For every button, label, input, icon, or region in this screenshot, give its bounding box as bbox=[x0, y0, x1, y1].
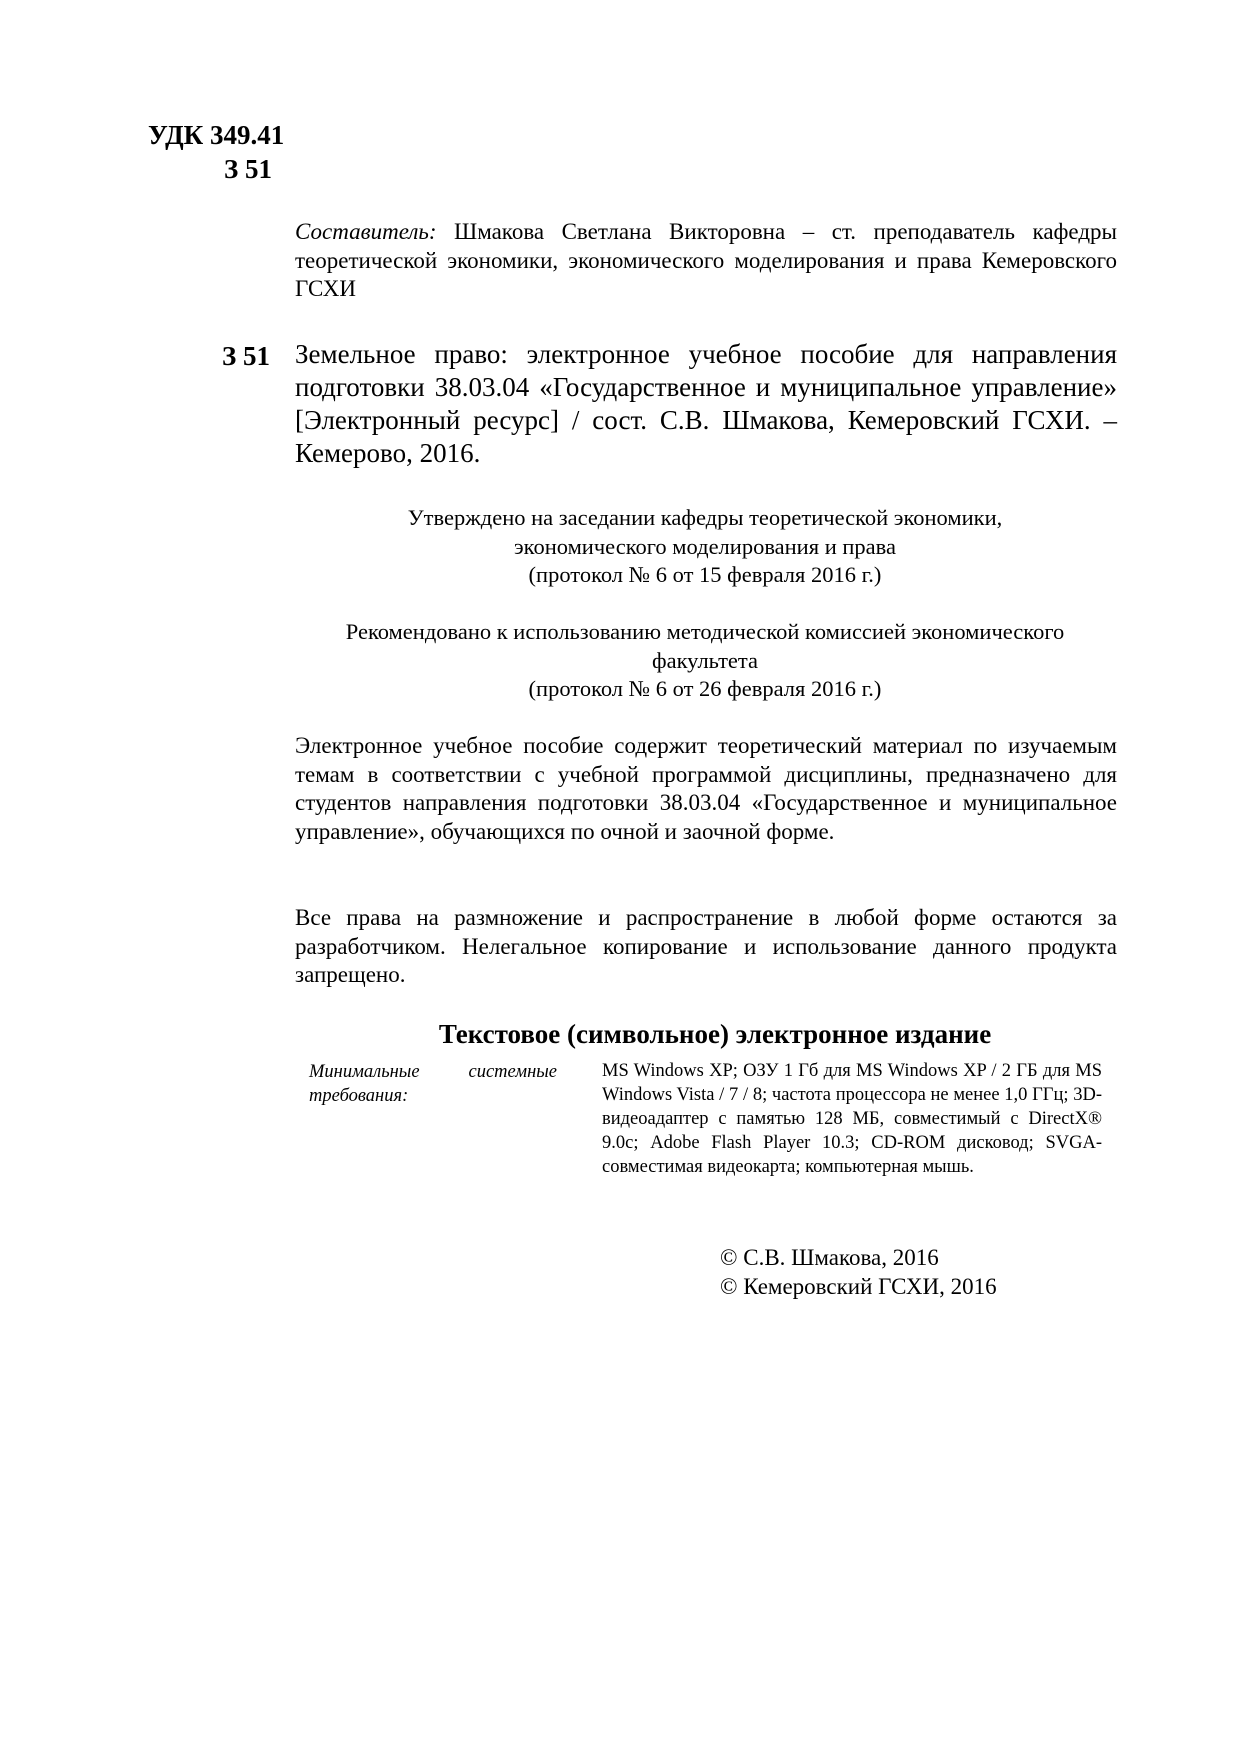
approval-note bbox=[300, 504, 1110, 590]
recommendation-line-1: Рекомендовано к использованию методической комиссией экономического bbox=[345, 619, 1065, 644]
copyright-author: © С.В. Шмакова, 2016 bbox=[720, 1245, 939, 1270]
author-mark: З 51 bbox=[224, 154, 273, 184]
bibliographic-entry: Земельное право: электронное учебное пособие для направления подготовки 38.03.04 «Государственное и муниципальное управление» [Электронный ресурс] / сост. С.В. Шмакова, Кемеровский ГСХИ. – Кемерово, 2016. bbox=[295, 339, 1117, 468]
compiler-text: Шмакова Светлана Викторовна – ст. преподаватель кафедры теоретической экономики, экономического моделирования и права Кемеровского ГСХИ bbox=[295, 219, 1117, 301]
compiler-block bbox=[295, 218, 1117, 304]
recommendation-line-3: (протокол № 6 от 26 февраля 2016 г.) bbox=[528, 676, 882, 701]
rights-paragraph: Все права на размножение и распространение в любой форме остаются за разработчиком. Нелегальное копирование и использование данного продукта запрещено. bbox=[295, 905, 1117, 987]
requirements-text: MS Windows XP; ОЗУ 1 Гб для MS Windows XP / 2 ГБ для MS Windows Vista / 7 / 8; частота процессора не менее 1,0 ГГц; 3D-видеоадаптер с памятью 128 МБ, совместимый с DirectX® 9.0с; Adobe Flash Player 10.3; CD-ROM дисковод; SVGA-совместимая видеокарта; компьютерная мышь. bbox=[602, 1061, 1102, 1177]
requirements-label: Минимальные системные требования: bbox=[309, 1062, 557, 1106]
recommendation-note bbox=[290, 618, 1120, 704]
recommendation-line-2: факультета bbox=[652, 647, 758, 673]
copyright-institute: © Кемеровский ГСХИ, 2016 bbox=[720, 1274, 997, 1299]
approval-line-2: экономического моделирования и права bbox=[514, 533, 896, 559]
description-paragraph: Электронное учебное пособие содержит теоретический материал по изучаемым темам в соответствии с учебной программой дисциплины, предназначено для студентов направления подготовки 38.03.04 «Государственное и муниципальное управление», обучающихся по очной и заочной форме. bbox=[295, 733, 1117, 844]
approval-line-3: (протокол № 6 от 15 февраля 2016 г.) bbox=[528, 562, 882, 587]
edition-type-heading: Текстовое (символьное) электронное издание bbox=[438, 1019, 992, 1049]
compiler-role: Составитель: bbox=[295, 219, 437, 244]
approval-line-1: Утверждено на заседании кафедры теоретической экономики, bbox=[407, 505, 1003, 530]
bibliographic-code: З 51 bbox=[222, 341, 271, 371]
udk-code: УДК 349.41 bbox=[148, 120, 285, 150]
